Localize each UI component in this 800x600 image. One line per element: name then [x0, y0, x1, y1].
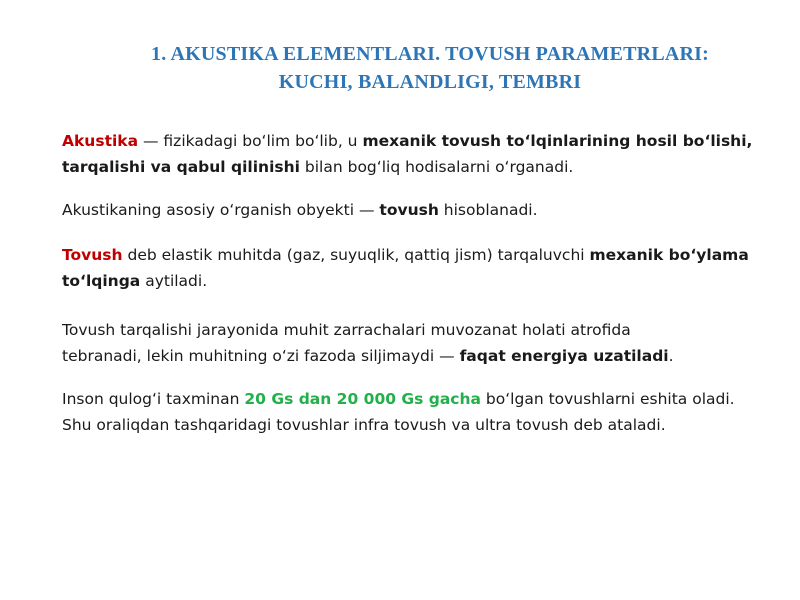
p5-text-2: boʻlgan tovushlarni eshita oladi.	[481, 390, 735, 408]
p4-text-3: .	[668, 347, 674, 365]
paragraph-hearing-range	[62, 386, 762, 438]
p1-bold: mexanik tovush toʻlqinlarining hosil boʻlishi, tarqalishi va qabul qilinishi	[62, 132, 753, 176]
p3-bold: mexanik boʻylama toʻlqinga	[62, 246, 749, 290]
p4-bold: faqat energiya uzatiladi	[459, 347, 669, 365]
title-line-1: 1. AKUSTIKA ELEMENTLARI. TOVUSH PARAMETRLARI:	[151, 43, 709, 65]
p4-text-2: tebranadi, lekin muhitning oʻzi fazoda siljimaydi —	[62, 347, 460, 365]
p4-text-1: Tovush tarqalishi jarayonida muhit zarrachalari muvozanat holati atrofida	[62, 321, 631, 339]
paragraph-study-object	[62, 197, 762, 223]
p3-text-1: deb elastik muhitda (gaz, suyuqlik, qattiq jism) tarqaluvchi	[122, 246, 590, 264]
p2-text-1: Akustikaning asosiy oʻrganish obyekti —	[62, 201, 380, 219]
paragraph-propagation	[62, 317, 762, 369]
paragraph-sound-definition	[62, 242, 762, 294]
title-line-2: KUCHI, BALANDLIGI, TEMBRI	[278, 71, 582, 93]
p1-text-2: bilan bogʻliq hodisalarni oʻrganadi.	[299, 158, 574, 176]
paragraph-acoustics-definition	[62, 128, 762, 180]
p5-text-3: Shu oraliqdan tashqaridagi tovushlar infra tovush va ultra tovush deb ataladi.	[62, 416, 666, 434]
p5-text-1: Inson qulogʻi taxminan	[62, 390, 245, 408]
term-acoustics: Akustika	[62, 132, 139, 150]
p2-text-2: hisoblanadi.	[438, 201, 538, 219]
frequency-range-highlight: 20 Gs dan 20 000 Gs gacha	[244, 390, 481, 408]
slide-title	[60, 40, 800, 96]
p2-bold: tovush	[379, 201, 439, 219]
term-sound: Tovush	[62, 246, 123, 264]
p3-text-2: aytiladi.	[140, 272, 208, 290]
p1-text-1: — fizikadagi boʻlim boʻlib, u	[138, 132, 363, 150]
